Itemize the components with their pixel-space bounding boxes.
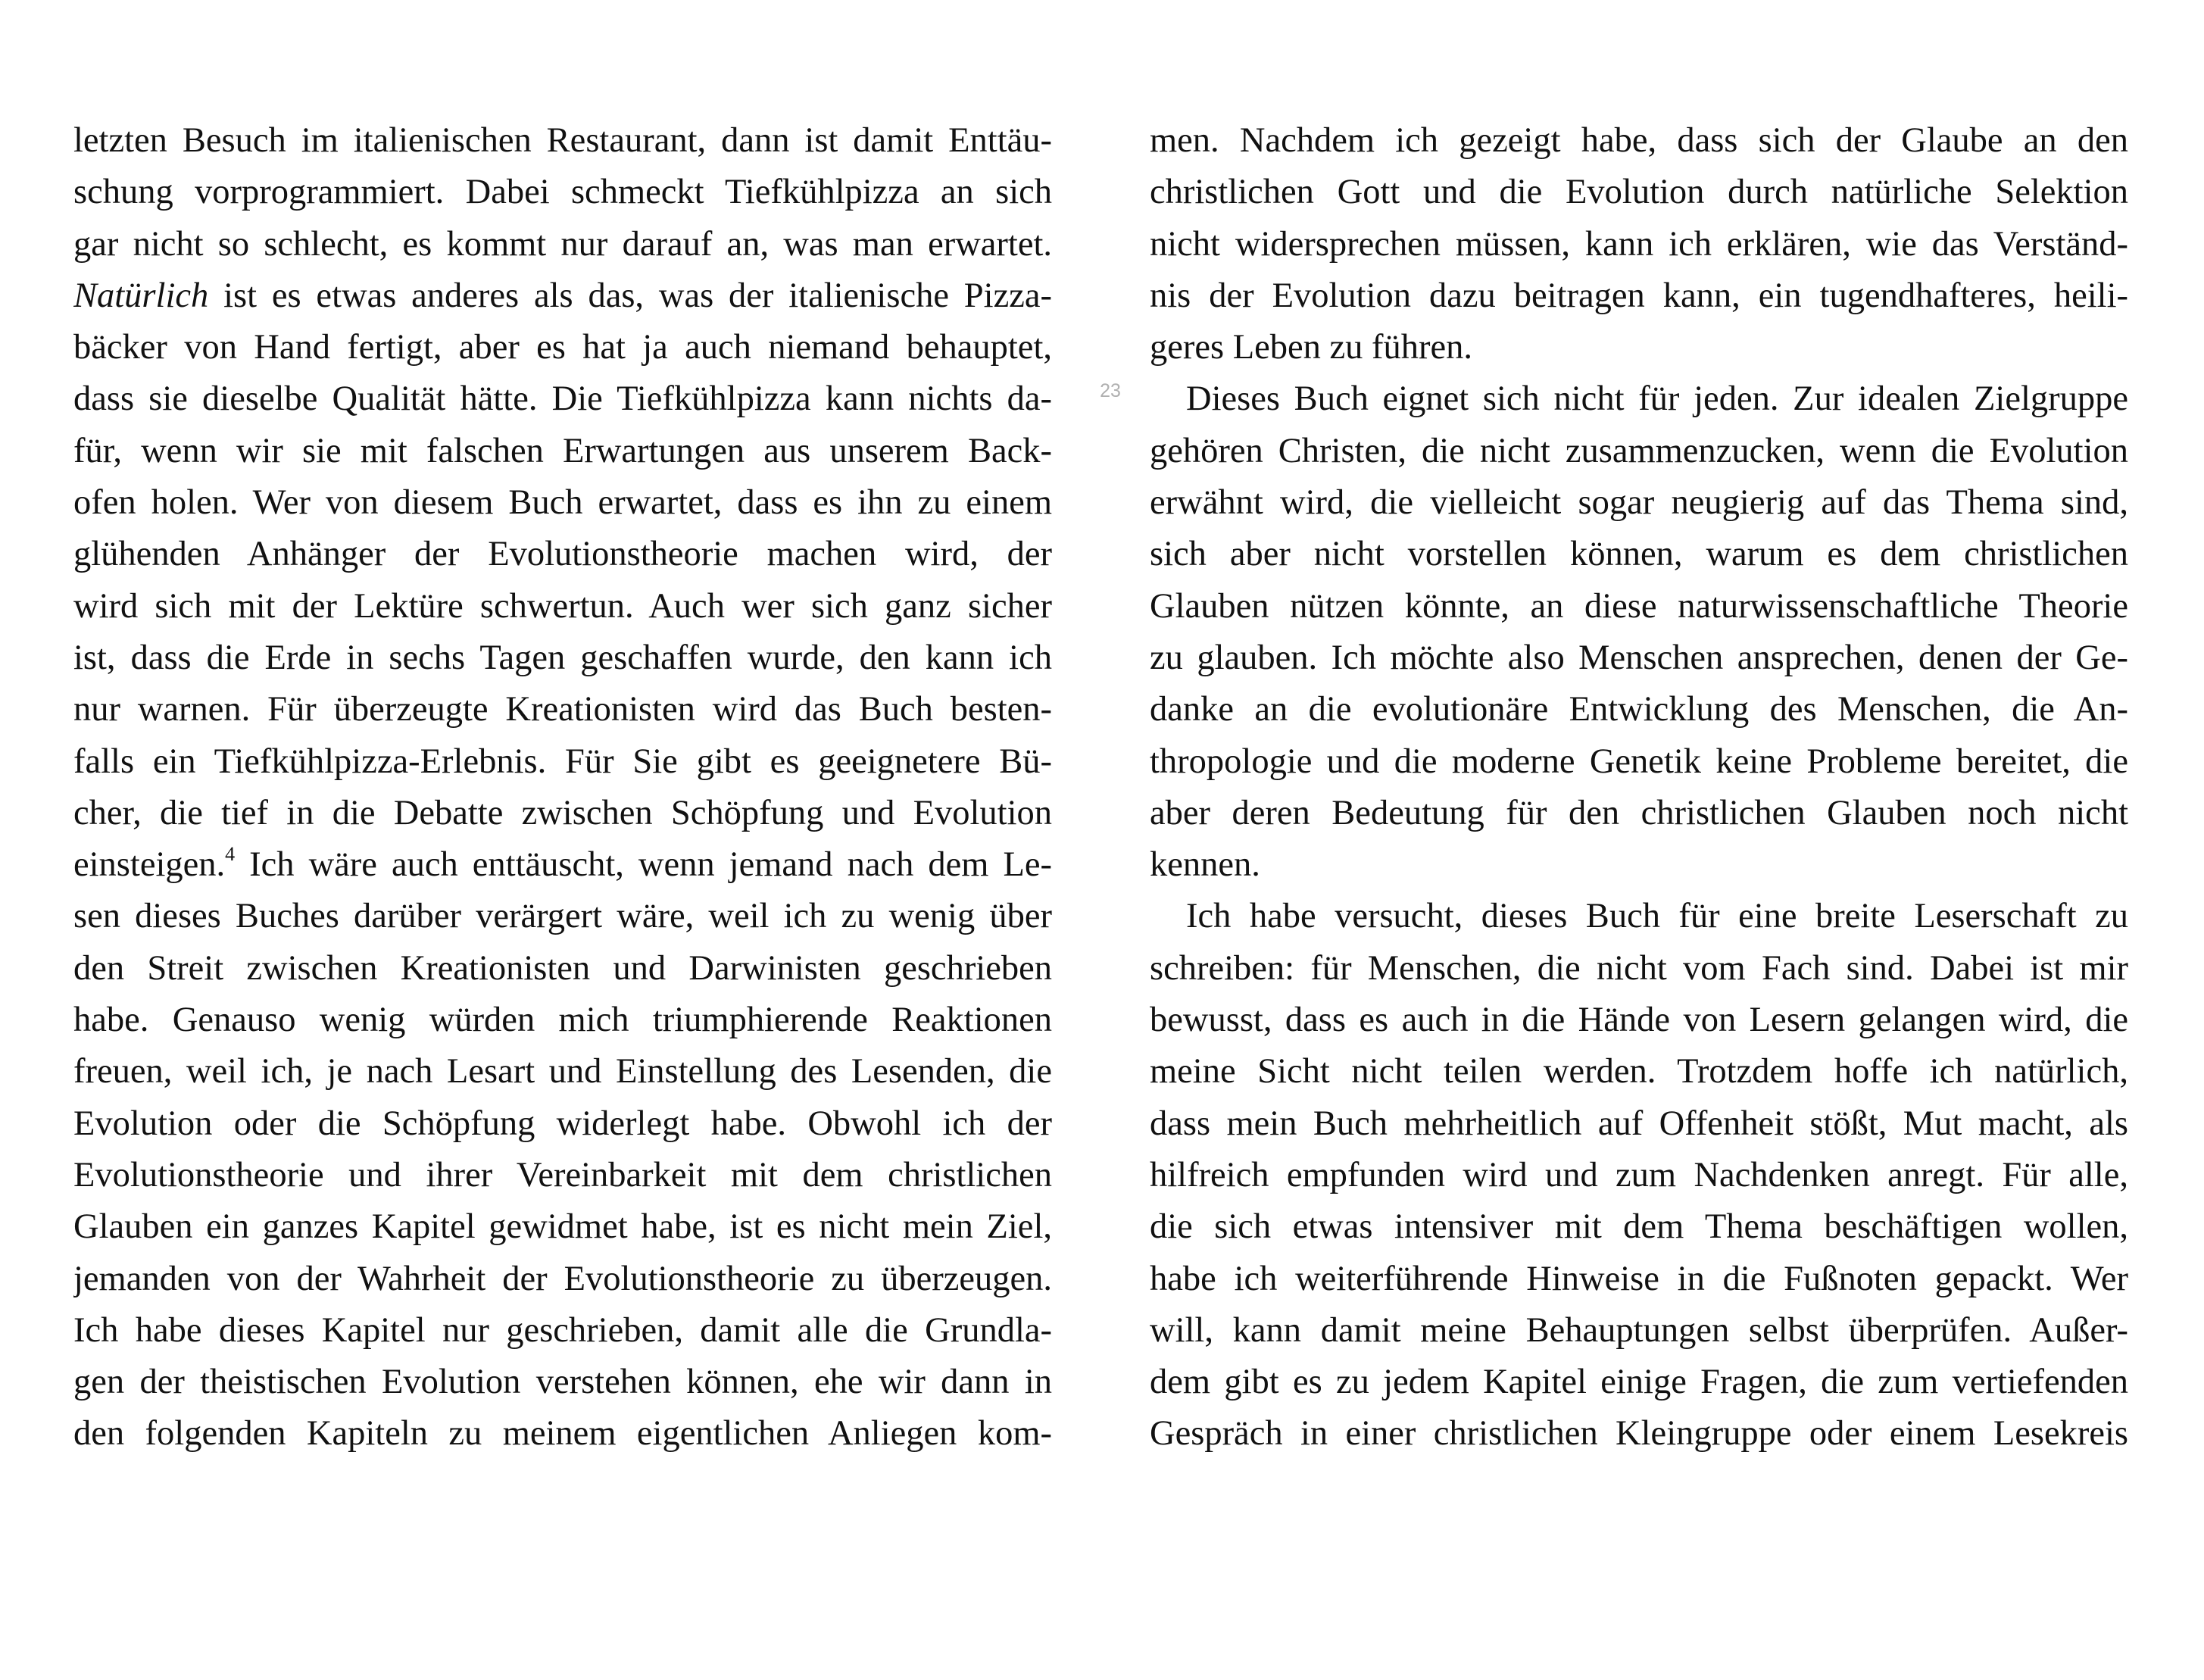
text-line: schung vorprogrammiert. Dabei schmeckt Tiefkühlpizza an sich [73, 173, 1052, 212]
text-line: Ich habe dieses Kapitel nur geschrieben, damit alle die Grundla- [73, 1310, 1052, 1350]
text-line: dem gibt es zu jedem Kapitel einige Fragen, die zum vertiefenden [1150, 1363, 2128, 1402]
left-page-text [73, 115, 1052, 1460]
text-line: habe ich weiterführende Hinweise in die Fußnoten gepackt. Wer [1150, 1259, 2128, 1298]
text-line: den Streit zwischen Kreationisten und Darwinisten geschrieben [73, 948, 1052, 988]
text-line: Evolutionstheorie und ihrer Vereinbarkeit mit dem christlichen [73, 1155, 1052, 1194]
text-line: nicht widersprechen müssen, kann ich erklären, wie das Verständ- [1150, 224, 2128, 264]
text-line: hilfreich empfunden wird und zum Nachdenken anregt. Für alle, [1150, 1155, 2128, 1194]
text-line: danke an die evolutionäre Entwicklung des Menschen, die An- [1150, 690, 2128, 729]
text-line: Evolution oder die Schöpfung widerlegt habe. Obwohl ich der [73, 1104, 1052, 1143]
text-line-start: einsteigen. [73, 845, 226, 885]
text-line: für, wenn wir sie mit falschen Erwartungen aus unserem Back- [73, 431, 1052, 470]
text-line: ofen holen. Wer von diesem Buch erwartet, dass es ihn zu einem [73, 483, 1052, 523]
text-line: freuen, weil ich, je nach Lesart und Einstellung des Lesenden, die [73, 1052, 1052, 1091]
text-line: Glauben nützen könnte, an diese naturwissenschaftliche Theorie [1150, 586, 2128, 626]
page-number: 23 [1100, 380, 1121, 401]
text-line: die sich etwas intensiver mit dem Thema beschäftigen wollen, [1150, 1207, 2128, 1247]
text-line-rest: ist es etwas anderes als das, was der italienische Pizza- [208, 276, 1052, 315]
text-line: zu glauben. Ich möchte also Menschen ansprechen, denen der Ge- [1150, 638, 2128, 677]
text-line: nur warnen. Für überzeugte Kreationisten wird das Buch besten- [73, 690, 1052, 729]
text-line: schreiben: für Menschen, die nicht vom Fach sind. Dabei ist mir [1150, 948, 2128, 988]
text-line: glühenden Anhänger der Evolutionstheorie machen wird, der [73, 535, 1052, 574]
text-line: sich aber nicht vorstellen können, warum es dem christlichen [1150, 535, 2128, 574]
text-line: erwähnt wird, die vielleicht sogar neugierig auf das Thema sind, [1150, 483, 2128, 523]
text-line: men. Nachdem ich gezeigt habe, dass sich der Glaube an den [1150, 121, 2128, 160]
text-line: Glauben ein ganzes Kapitel gewidmet habe, ist es nicht mein Ziel, [73, 1207, 1052, 1247]
paragraph-last-line: geres Leben zu führen. [1150, 328, 1473, 367]
text-line: bäcker von Hand fertigt, aber es hat ja auch niemand behauptet, [73, 328, 1052, 367]
text-line: habe. Genauso wenig würden mich triumphierende Reaktionen [73, 1001, 1052, 1040]
text-line: gehören Christen, die nicht zusammenzucken, wenn die Evolution [1150, 431, 2128, 470]
text-line: falls ein Tiefkühlpizza-Erlebnis. Für Sie gibt es geeignetere Bü- [73, 742, 1052, 781]
text-line [73, 839, 1052, 891]
text-line: christlichen Gott und die Evolution durch natürliche Selektion [1150, 173, 2128, 212]
text-line: meine Sicht nicht teilen werden. Trotzdem hoffe ich natürlich, [1150, 1052, 2128, 1091]
italic-emphasis: Natürlich [73, 276, 209, 315]
text-line: gen der theistischen Evolution verstehen können, ehe wir dann in [73, 1363, 1052, 1402]
text-line: nis der Evolution dazu beitragen kann, ein tugendhafteres, heili- [1150, 276, 2128, 315]
text-line: ist, dass die Erde in sechs Tagen geschaffen wurde, den kann ich [73, 638, 1052, 677]
paragraph-last-line: kennen. [1150, 845, 1260, 885]
text-line: dass mein Buch mehrheitlich auf Offenheit stößt, Mut macht, als [1150, 1104, 2128, 1143]
text-line: thropologie und die moderne Genetik keine Probleme bereitet, die [1150, 742, 2128, 781]
text-line: will, kann damit meine Behauptungen selbst überprüfen. Außer- [1150, 1310, 2128, 1350]
paragraph-first-line: Ich habe versucht, dieses Buch für eine breite Leserschaft zu [1186, 897, 2128, 936]
footnote-marker[interactable]: 4 [225, 842, 236, 865]
text-line: gar nicht so schlecht, es kommt nur darauf an, was man erwartet. [73, 224, 1052, 264]
text-line: dass sie dieselbe Qualität hätte. Die Tiefkühlpizza kann nichts da- [73, 379, 1052, 419]
paragraph-first-line: Dieses Buch eignet sich nicht für jeden. Zur idealen Zielgruppe [1186, 379, 2128, 419]
text-line-rest: Ich wäre auch enttäuscht, wenn jemand nach dem Le- [235, 845, 1052, 885]
text-line: den folgenden Kapiteln zu meinem eigentlichen Anliegen kom- [73, 1414, 1052, 1454]
right-page-text [1150, 115, 2128, 1460]
text-line: cher, die tief in die Debatte zwischen Schöpfung und Evolution [73, 793, 1052, 832]
text-line: aber deren Bedeutung für den christlichen Glauben noch nicht [1150, 793, 2128, 832]
text-line: sen dieses Buches darüber verärgert wäre, weil ich zu wenig über [73, 897, 1052, 936]
text-line: bewusst, dass es auch in die Hände von Lesern gelangen wird, die [1150, 1001, 2128, 1040]
text-line: Gespräch in einer christlichen Kleingruppe oder einem Lesekreis [1150, 1414, 2128, 1454]
text-line: letzten Besuch im italienischen Restaurant, dann ist damit Enttäu- [73, 121, 1052, 160]
text-line [73, 270, 1052, 322]
text-line: wird sich mit der Lektüre schwertun. Auch wer sich ganz sicher [73, 586, 1052, 626]
text-line: jemanden von der Wahrheit der Evolutionstheorie zu überzeugen. [73, 1259, 1052, 1298]
